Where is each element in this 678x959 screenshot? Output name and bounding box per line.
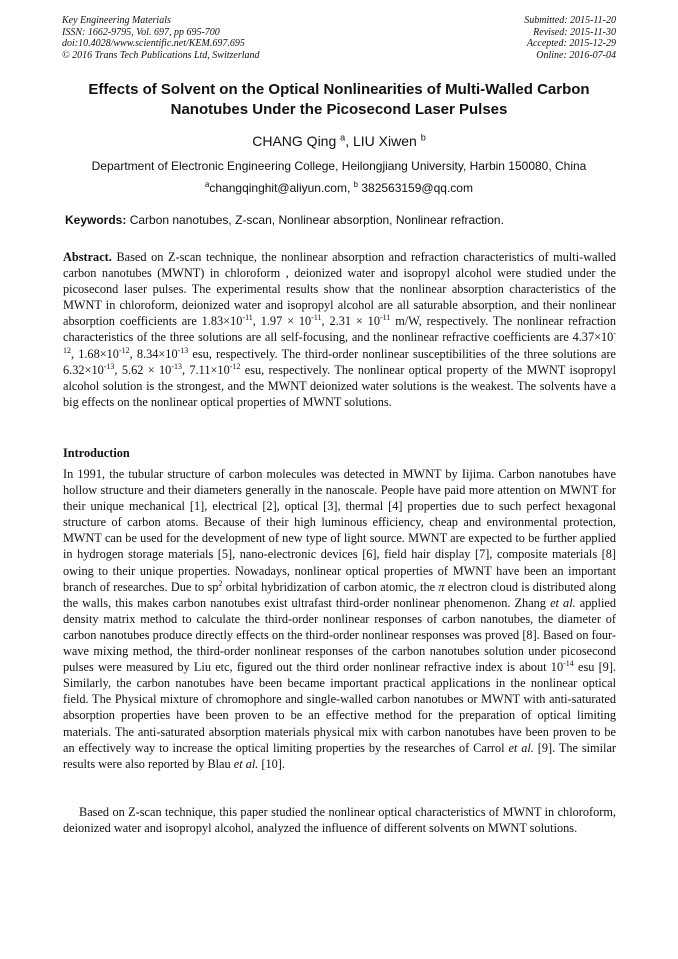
keywords-text: Carbon nanotubes, Z-scan, Nonlinear absorption, Nonlinear refraction. [126,213,504,227]
abstract-text: , 7.11×10 [181,362,230,377]
abstract-label: Abstract. [63,250,112,264]
email-2: 382563159@qq.com [361,181,473,195]
et-al: et al. [508,740,534,755]
email-line [0,181,678,195]
submitted-date: Submitted: 2015-11-20 [524,15,616,26]
introduction-paragraph-1 [63,466,616,772]
issn-line: ISSN: 1662-9795, Vol. 697, pp 695-700 [62,26,220,38]
abstract-text: esu, respectively. The nonlinear optical property of the MWNT isopropyl alcohol solution is the strongest, and the MWNT deionized water solutions is the weakest. The solvents have a big effects on the nonlinear optical properties of MWNT solutions. [63,362,616,409]
exponent: -12 [118,345,130,355]
abstract-paragraph [63,249,616,410]
email-separator: , [346,181,354,195]
abstract-text: esu, respectively. The third-order nonlinear susceptibilities of the three solutions are 6.32×10 [63,346,617,377]
exponent: -14 [563,659,574,669]
abstract-text: , 8.34×10 [129,346,178,361]
exponent: -11 [242,313,253,323]
exponent: -12 [63,329,616,355]
exponent: -11 [379,313,391,323]
keywords-label: Keywords: [65,213,127,227]
intro-text: electron cloud is distributed along the walls, this makes carbon nanotubes exist ultrafast third-order nonlinear phenomenon. Zhang [63,579,616,610]
journal-info [62,15,260,61]
accepted-date: Accepted: 2015-12-29 [526,38,616,49]
exponent: -12 [229,361,241,371]
copyright-line: © 2016 Trans Tech Publications Ltd, Switzerland [62,49,260,61]
abstract-text: , 5.62 × 10 [114,362,172,377]
abstract-text: , 1.68×10 [70,346,119,361]
doi-line: doi:10.4028/www.scientific.net/KEM.697.695 [62,38,245,49]
intro-text: orbital hybridization of carbon atomic, the [222,579,439,594]
author-1: CHANG Qing [252,133,337,149]
abstract-text: m/W, respectively. The nonlinear refraction characteristics of the three solutions are all self-focusing, and the nonlinear refractive coefficients are 4.37×10 [63,314,616,345]
intro-text: esu [9]. Similarly, the carbon nanotubes have been became important practical applications in the nonlinear optical field. The Physical mixture of chromophore and single-walled carbon nanotubes or MWNT with anti-saturated absorption properties have been proven to be an effective method for the preparation of optical limiting materials. The anti-saturated absorption materials physical mix with carbon nanotubes have been proven to be an effectively way to increase the optical limiting properties by the researches of Carrol [63,660,617,755]
exponent: -11 [311,313,322,323]
author-2-affil-mark: b [420,132,426,143]
abstract-text: Based on Z-scan technique, the nonlinear absorption and refraction characteristics of multi-walled carbon nanotubes (MWNT) in chloroform , deionized water and isopropyl alcohol were studied under the picosecond laser pulses. The experimental results show that the nonlinear absorption characteristics of the MWNT in chloroform, deionized water and isopropyl alcohol are all saturable absorption, and their nonlinear absorption coefficients are 1.83×10 [63,250,616,329]
journal-name: Key Engineering Materials [62,15,171,26]
abstract [63,249,616,410]
section-heading-introduction: Introduction [63,446,130,460]
intro-text: applied density matrix method to calculate the third-order nonlinear responses of carbon nanotubes, the diameter of carbon nanotubes produce directly effects on the third-order nonlinear responses was proved [8]. Based on four-wave mixing method, the third-order nonlinear responses of the carbon nanotubes solution under picosecond pulses were measured by Liu etc, figured out the third order nonlinear refractive index is about 10 [63,595,616,675]
pi-symbol: π [438,579,445,594]
abstract-text: , 1.97 × 10 [252,314,312,329]
et-al: et al. [233,756,259,771]
email-1-mark: a [205,180,210,189]
abstract-text: , 2.31 × 10 [321,314,380,329]
intro-text: In 1991, the tubular structure of carbon molecules was detected in MWNT by Iijima. Carbon nanotubes have hollow structure and their diameters generally in the nanoscale. People have paid more attention on MWNT for their unique mechanical [1], electrical [2], optical [3], thermal [4] properties due to such perfect hexagonal structure of carbon atoms. Because of their high luminous efficiency, cheap and environmental protection, MWNT can be used for the development of new type of light source. MWNT are expected to be further applied in hydrogen storage materials [5], nano-electronic devices [6], field hair display [7], composite materials [8] owing to their unique properties. Nowadays, nonlinear optical properties of MWNT have been an important branch of researches. Due to sp [63,467,616,594]
intro-text: [9]. The similar results were also reported by Blau [63,740,616,771]
exponent: 2 [218,578,223,588]
keywords [65,213,616,227]
author-2: LIU Xiwen [353,133,417,149]
exponent: -13 [103,361,115,371]
intro-p1 [63,466,616,772]
et-al: et al. [550,595,576,610]
author-separator: , [345,133,353,149]
paper-title: Effects of Solvent on the Optical Nonlinearities of Multi-Walled Carbon Nanotubes Under the Picosecond Laser Pulses [88,81,590,118]
email-1: changqinghit@aliyun.com [209,181,347,195]
email-2-mark: b [353,180,358,189]
author-line [0,133,678,149]
online-date: Online: 2016-07-04 [536,49,616,61]
author-1-affil-mark: a [340,132,346,143]
intro-text: [10]. [258,756,285,771]
affiliation: Department of Electronic Engineering College, Heilongjiang University, Harbin 150080, China [91,159,587,173]
introduction-paragraph-2: Based on Z-scan technique, this paper studied the nonlinear optical characteristics of MWNT in chloroform, deionized water and isopropyl alcohol, analyzed the influence of different solvents on MWNT solutions. [63,805,616,836]
revised-date: Revised: 2015-11-30 [533,26,616,38]
history-dates [524,15,616,61]
exponent: -13 [171,361,182,371]
exponent: -13 [177,345,189,355]
